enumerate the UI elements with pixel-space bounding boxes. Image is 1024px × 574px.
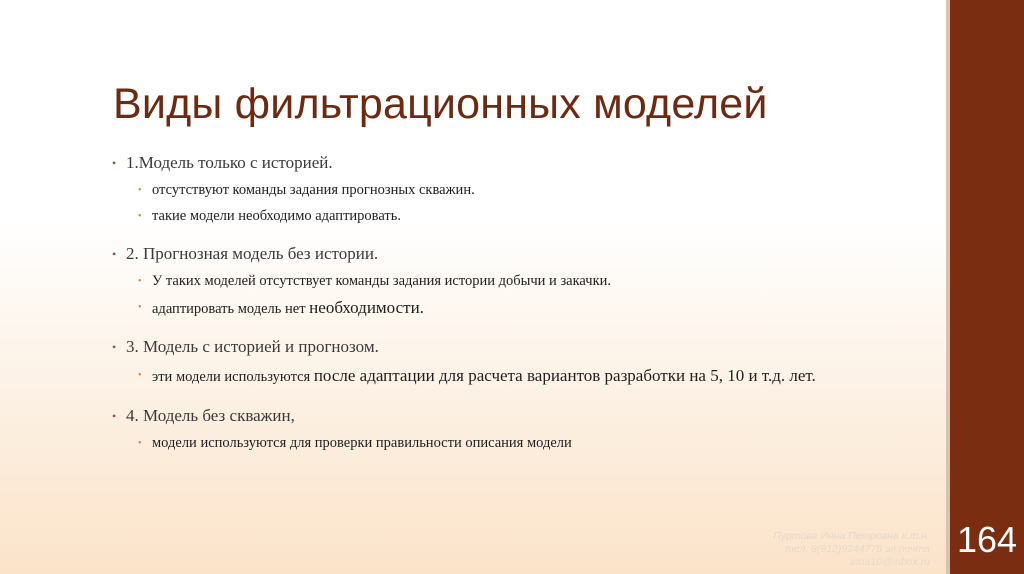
slide-title: Виды фильтрационных моделей xyxy=(113,80,768,128)
bullet-icon: • xyxy=(138,438,142,449)
sub-list-item xyxy=(112,434,832,453)
footer-author-info xyxy=(700,530,930,569)
list-item-label: 3. Модель с историей и прогнозом. xyxy=(126,337,379,356)
bullet-icon: • xyxy=(138,370,142,381)
list-item xyxy=(112,243,832,265)
list-item-label: 1.Модель только с историей. xyxy=(126,153,333,172)
sub-list-item xyxy=(112,181,832,200)
bullet-icon: • xyxy=(138,276,142,287)
sub-list-item xyxy=(112,272,832,291)
bullet-icon: • xyxy=(138,211,142,222)
bullet-icon: • xyxy=(112,156,117,170)
sub-list-item-text: У таких моделей отсутствует команды задания истории добычи и закачки. xyxy=(152,273,612,289)
footer-line: inna10@inbox.ru xyxy=(850,556,930,568)
sub-list-item xyxy=(112,207,832,226)
sub-list-item-text-large: необходимости. xyxy=(309,298,424,317)
slide-number: 164 xyxy=(956,519,1018,560)
bullet-icon: • xyxy=(138,185,142,196)
sub-list-item-text: такие модели необходимо адаптировать. xyxy=(152,208,401,224)
bullet-list xyxy=(112,152,832,453)
footer-line: тел. 8(912)9244778 эл.почта xyxy=(785,543,930,555)
sub-list-item-text-large: после адаптации для расчета вариантов разработки на 5, 10 и т.д. лет. xyxy=(313,366,816,385)
list-item xyxy=(112,152,832,174)
bullet-icon: • xyxy=(138,302,142,313)
sub-list-item xyxy=(112,298,832,319)
list-item-label: 2. Прогнозная модель без истории. xyxy=(126,244,379,263)
list-item xyxy=(112,405,832,427)
side-accent-bar xyxy=(950,0,1024,574)
bullet-icon: • xyxy=(112,409,117,423)
bullet-icon: • xyxy=(112,340,117,354)
footer-line: Пуртова Инна Петровна к.т.н. xyxy=(773,530,930,542)
sub-list-item xyxy=(112,365,832,388)
list-item-label: 4. Модель без скважин, xyxy=(126,406,295,425)
sub-list-item-text: модели используются для проверки правильности описания модели xyxy=(152,435,572,451)
sub-list-item-text: отсутствуют команды задания прогнозных скважин. xyxy=(152,182,475,198)
sub-list-item-text: адаптировать модель нет xyxy=(152,301,310,317)
list-item xyxy=(112,336,832,358)
sub-list-item-text: эти модели используются xyxy=(152,369,314,385)
bullet-icon: • xyxy=(112,247,117,261)
